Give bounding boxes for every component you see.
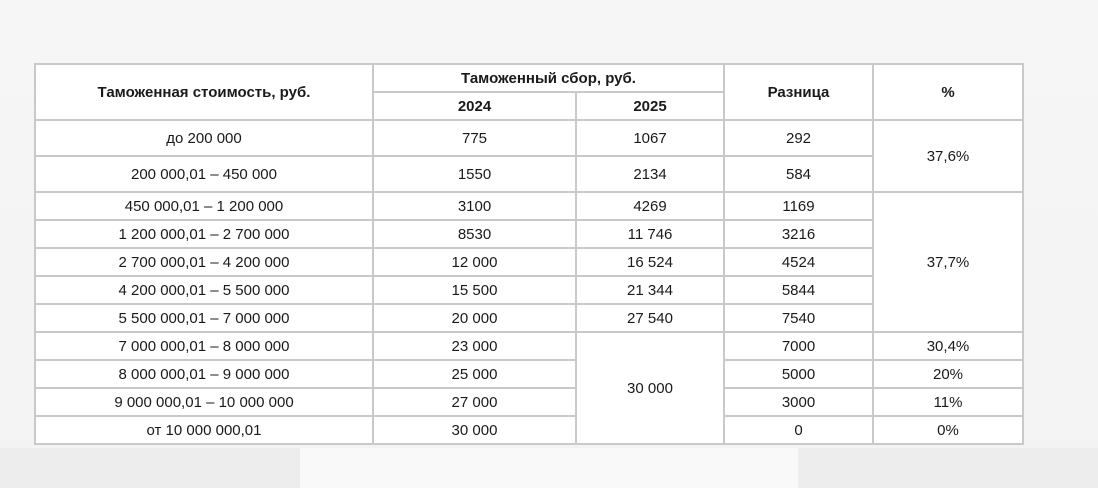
customs-fee-table <box>34 63 1024 445</box>
cell-difference: 292 <box>724 120 873 156</box>
cell-percent-group-1: 37,6% <box>873 120 1023 192</box>
cell-fee-2024: 8530 <box>373 220 576 248</box>
cell-difference: 584 <box>724 156 873 192</box>
cell-fee-2025-merged: 30 000 <box>576 332 724 444</box>
cell-fee-2024: 12 000 <box>373 248 576 276</box>
cell-difference: 0 <box>724 416 873 444</box>
cell-value: 2 700 000,01 – 4 200 000 <box>35 248 373 276</box>
cell-fee-2024: 25 000 <box>373 360 576 388</box>
cell-fee-2024: 23 000 <box>373 332 576 360</box>
table-row <box>35 332 1023 360</box>
cell-fee-2025: 1067 <box>576 120 724 156</box>
cell-difference: 4524 <box>724 248 873 276</box>
table-row <box>35 416 1023 444</box>
cell-value: 1 200 000,01 – 2 700 000 <box>35 220 373 248</box>
cell-value: 200 000,01 – 450 000 <box>35 156 373 192</box>
cell-percent: 11% <box>873 388 1023 416</box>
header-year-2024: 2024 <box>373 92 576 120</box>
cell-fee-2024: 15 500 <box>373 276 576 304</box>
cell-fee-2024: 3100 <box>373 192 576 220</box>
table-row <box>35 120 1023 156</box>
cell-value: от 10 000 000,01 <box>35 416 373 444</box>
header-percent: % <box>873 64 1023 120</box>
cell-fee-2024: 30 000 <box>373 416 576 444</box>
cell-value: 8 000 000,01 – 9 000 000 <box>35 360 373 388</box>
table-row <box>35 192 1023 220</box>
cell-percent-group-2: 37,7% <box>873 192 1023 332</box>
cell-percent: 30,4% <box>873 332 1023 360</box>
cell-fee-2024: 27 000 <box>373 388 576 416</box>
header-customs-value: Таможенная стоимость, руб. <box>35 64 373 120</box>
cell-fee-2025: 11 746 <box>576 220 724 248</box>
cell-fee-2025: 27 540 <box>576 304 724 332</box>
page-footer-strip <box>0 448 1098 488</box>
header-customs-fee: Таможенный сбор, руб. <box>373 64 724 92</box>
cell-value: 450 000,01 – 1 200 000 <box>35 192 373 220</box>
cell-value: 5 500 000,01 – 7 000 000 <box>35 304 373 332</box>
cell-difference: 5844 <box>724 276 873 304</box>
header-year-2025: 2025 <box>576 92 724 120</box>
cell-fee-2025: 16 524 <box>576 248 724 276</box>
cell-difference: 5000 <box>724 360 873 388</box>
cell-difference: 7540 <box>724 304 873 332</box>
cell-fee-2025: 4269 <box>576 192 724 220</box>
cell-fee-2025: 2134 <box>576 156 724 192</box>
cell-fee-2025: 21 344 <box>576 276 724 304</box>
header-difference: Разница <box>724 64 873 120</box>
cell-value: 7 000 000,01 – 8 000 000 <box>35 332 373 360</box>
cell-fee-2024: 1550 <box>373 156 576 192</box>
cell-percent: 20% <box>873 360 1023 388</box>
table-row <box>35 388 1023 416</box>
table-row <box>35 360 1023 388</box>
cell-fee-2024: 20 000 <box>373 304 576 332</box>
cell-value: 4 200 000,01 – 5 500 000 <box>35 276 373 304</box>
cell-percent: 0% <box>873 416 1023 444</box>
cell-value: до 200 000 <box>35 120 373 156</box>
cell-fee-2024: 775 <box>373 120 576 156</box>
cell-difference: 3000 <box>724 388 873 416</box>
cell-value: 9 000 000,01 – 10 000 000 <box>35 388 373 416</box>
cell-difference: 3216 <box>724 220 873 248</box>
cell-difference: 7000 <box>724 332 873 360</box>
cell-difference: 1169 <box>724 192 873 220</box>
